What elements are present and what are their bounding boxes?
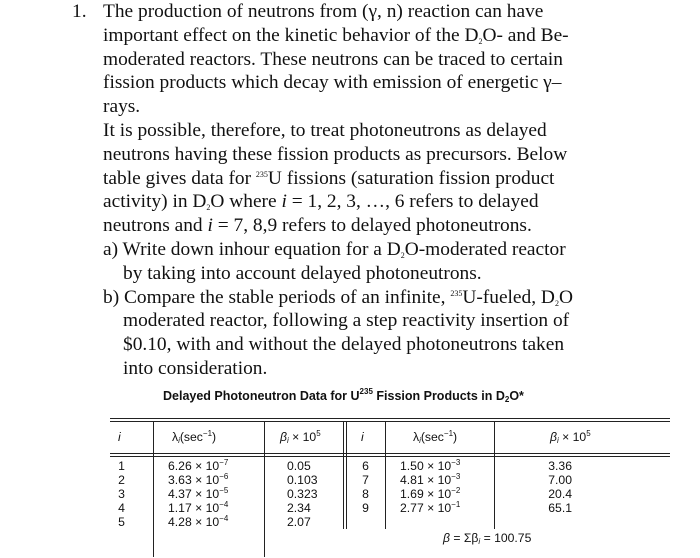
problem-line: important effect on the kinetic behavior of the $D_2O-$ and Be-	[103, 24, 569, 46]
table-cell-beta: 2.34	[287, 501, 311, 516]
table-cell-i: 6	[362, 459, 369, 473]
table-divider	[494, 421, 495, 529]
table-cell-beta: 65.1	[548, 501, 572, 516]
table-cell-i: 1	[118, 459, 125, 473]
problem-line: It is possible, therefore, to treat photoneutrons as delayed	[103, 119, 547, 141]
table-cell-beta: 20.4	[548, 487, 572, 502]
table-cell-beta: 0.103	[287, 473, 318, 488]
table-cell-lambda: $2.77 \times 10^{-1}$	[400, 500, 461, 516]
table-divider	[346, 421, 347, 529]
problem-number: 1.	[72, 1, 87, 22]
table-cell-i: 7	[362, 473, 369, 488]
part-b: b) Compare the stable periods of an infinite, $^{235}$U-fueled, $D_2O$	[103, 286, 573, 308]
part-a-cont: by taking into account delayed photoneutrons.	[123, 262, 482, 284]
table-cell-lambda: $1.50 \times 10^{-3}$	[400, 458, 461, 473]
table-rule	[110, 418, 670, 419]
header-beta: $\beta_i \times 10^5$	[280, 429, 321, 445]
table-cell-i: 5	[118, 515, 125, 530]
part-b-cont: $0.10, with and without the delayed photoneutrons taken	[123, 334, 565, 356]
part-b-cont: moderated reactor, following a step reactivity insertion of	[123, 310, 570, 332]
table-cell-lambda: $1.69 \times 10^{-2}$	[400, 486, 461, 502]
table-divider	[264, 421, 265, 557]
col-i-right	[353, 459, 378, 515]
table-divider	[153, 421, 154, 557]
header-beta-right: $\beta_i \times 10^5$	[550, 429, 591, 445]
problem-line: moderated reactors. These neutrons can be traced to certain	[103, 48, 563, 70]
problem-line: 1. The production of neutrons from (γ, n) reaction can have	[72, 1, 544, 22]
table-cell-lambda: $4.37 \times 10^{-5}$	[168, 486, 229, 502]
beta-total: $\beta = \Sigma\beta_i = 100.75$	[443, 531, 532, 546]
table-cell-i: 9	[362, 501, 369, 516]
table-cell-lambda: $4.81 \times 10^{-3}$	[400, 472, 461, 488]
table-rule	[110, 453, 670, 454]
header-lambda: $\lambda_i(\sec^{-1})$	[172, 429, 217, 445]
table-cell-i: 8	[362, 487, 369, 502]
header-i: i	[118, 430, 121, 444]
header-i-right: i	[361, 430, 364, 444]
table-caption: Delayed Photoneutron Data for $U^{235}$ Fission Products in $D_2O*$	[163, 387, 524, 404]
col-beta-left	[287, 459, 318, 529]
table-cell-i: 2	[118, 473, 125, 488]
part-b-cont: into consideration.	[123, 357, 268, 379]
table-cell-beta: 3.36	[548, 459, 572, 473]
col-i-left	[110, 459, 133, 529]
col-beta-right	[510, 459, 572, 515]
table-cell-beta: 2.07	[287, 515, 311, 530]
table-cell-lambda: $4.28 \times 10^{-4}$	[168, 514, 229, 530]
problem-line: neutrons and i = 7, 8,9 refers to delayed photoneutrons.	[103, 215, 532, 237]
table-cell-beta: 0.323	[287, 487, 318, 502]
problem-line: rays.	[103, 96, 141, 118]
table-rule	[110, 456, 670, 457]
table-cell-i: 4	[118, 501, 125, 516]
col-lambda-right	[400, 459, 460, 515]
table-cell-beta: 0.05	[287, 459, 311, 473]
problem-line: table gives data for $^{235}$U fissions (saturation fission product	[103, 167, 555, 189]
part-a: a) Write down inhour equation for a $D_2O$-moderated reactor	[103, 238, 566, 260]
table-cell-lambda: $1.17 \times 10^{-4}$	[168, 500, 229, 516]
problem-line: fission products which decay with emission of energetic γ–	[103, 72, 562, 94]
table-divider	[343, 421, 344, 529]
table-cell-i: 3	[118, 487, 125, 502]
table-divider	[385, 421, 386, 529]
problem-line: neutrons having these fission products as precursors. Below	[103, 143, 568, 165]
data-table	[110, 418, 670, 558]
table-cell-lambda: $6.26 \times 10^{-7}$	[168, 458, 229, 473]
table-rule	[110, 421, 670, 422]
col-lambda-left	[168, 459, 228, 529]
problem-line: activity) in $D_2O$ where i = 1, 2, 3, …, 6 refers to delayed	[103, 191, 539, 213]
header-lambda-right: $\lambda_i(\sec^{-1})$	[413, 429, 458, 445]
table-cell-lambda: $3.63 \times 10^{-6}$	[168, 472, 229, 488]
table-cell-beta: 7.00	[548, 473, 572, 488]
problem-text	[72, 0, 686, 381]
